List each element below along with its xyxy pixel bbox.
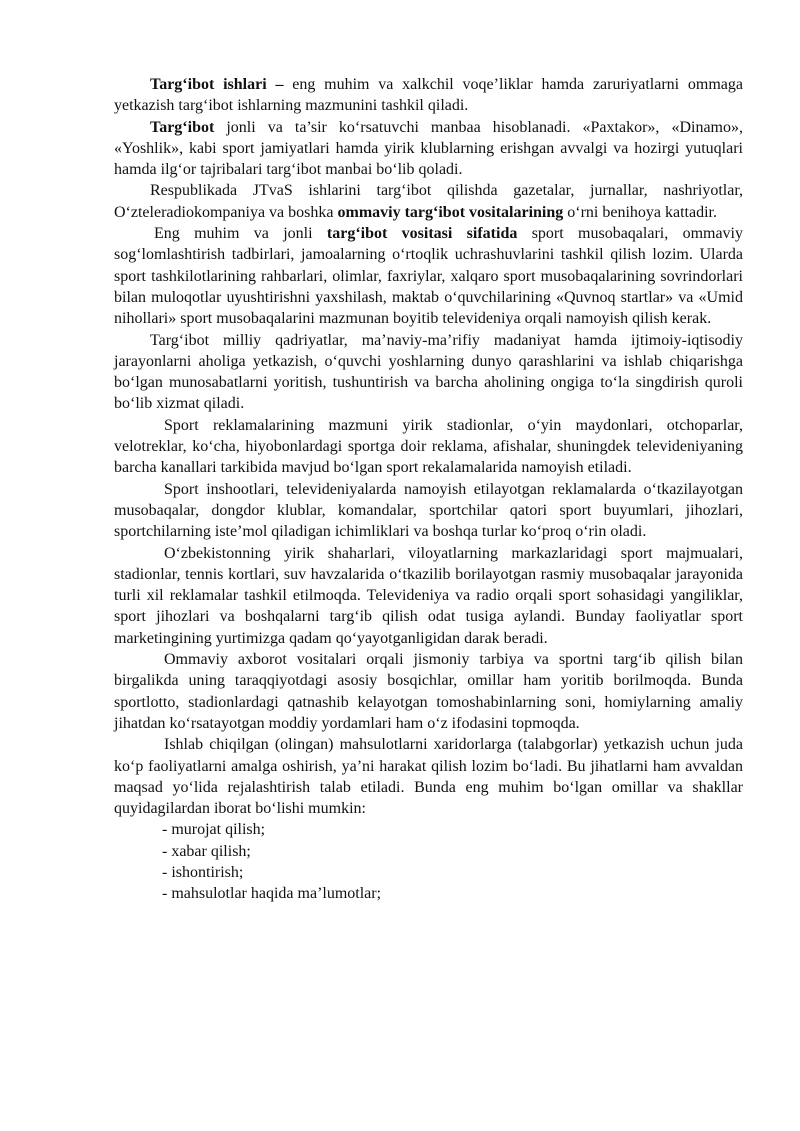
- list-item: - ishontirish;: [162, 863, 244, 881]
- paragraph-text: Sport reklamalarining mazmuni yirik stadionlar, o‘yin maydonlari, otchoparlar, velotreklar, ko‘cha, hiyobonlardagi sportga doir reklama, afishalar, shuningdek televideniyaning barcha kanallari tarkibida mavjud bo‘lgan sport rekalamalarida namoyish etiladi.: [114, 416, 743, 477]
- paragraph-6: [114, 415, 743, 479]
- paragraph-text: Respublikada JTvaS ishlarini targ‘ibot qilishda gazetalar, jurnallar, nashriyotlar, O‘zteleradiokompaniya va boshka: [114, 182, 743, 221]
- list-item: - mahsulotlar haqida ma’lumotlar;: [162, 885, 382, 903]
- bullet-list: [114, 819, 743, 904]
- paragraph-10: [114, 734, 743, 819]
- paragraph-1: [114, 74, 743, 117]
- paragraph-text: Targ‘ibot milliy qadriyatlar, ma’naviy-ma’rifiy madaniyat hamda ijtimoiy-iqtisodiy jarayonlarni aholiga yetkazish, o‘quvchi yoshlarning dunyo qarashlarini va ishlab chiqarishga bo‘lgan munosabatlarni yoritish, tushuntirish va barcha aholining ongiga to‘la singdirish quroli bo‘lib xizmat qiladi.: [114, 331, 743, 413]
- paragraph-text: O‘zbekistonning yirik shaharlari, viloyatlarning markazlaridagi sport majmualari, stadionlar, tennis kortlari, suv havzalarida o‘tkazilib borilayotgan rasmiy musobaqalar jarayonida turli xil reklamalar tashkil etilmoqda. Televideniya va radio orqali sport sohasidagi yangiliklar, sport jihozlari va boshqalarni targ‘ib qilish odat tusiga aylandi. Bunday faoliyatlar sport marketingining yurtimizga qadam qo‘yayotganligidan darak beradi.: [114, 544, 743, 647]
- bold-term: Targ‘ibot ishlari –: [150, 76, 284, 93]
- bold-term: Targ‘ibot: [150, 118, 215, 136]
- paragraph-8: [114, 543, 743, 649]
- list-item: - murojat qilish;: [162, 821, 266, 839]
- paragraph-4: [114, 223, 743, 329]
- bold-term: ommaviy targ‘ibot vositalarining: [337, 203, 564, 221]
- paragraph-7: [114, 479, 743, 543]
- paragraph-2: [114, 117, 743, 181]
- paragraph-text: Eng muhim va jonli: [154, 225, 327, 243]
- paragraph-text: Ishlab chiqilgan (olingan) mahsulotlarni xaridorlarga (talabgorlar) yetkazish uchun juda ko‘p faoliyatlarni amalga oshirish, ya’ni harakat qilish lozim bo‘ladi. Bu jihatlarni ham avvaldan maqsad yo‘lida rejalashtirish talab etiladi. Bunda eng muhim bo‘lgan omillar va shakllar quyidagilardan iborat bo‘lishi mumkin:: [114, 736, 743, 818]
- paragraph-5: [114, 330, 743, 415]
- paragraph-9: [114, 649, 743, 734]
- paragraph-3: [114, 180, 743, 223]
- paragraph-text: sport musobaqalari, ommaviy sog‘lomlashtirish tadbirlari, jamoalarning o‘rtoqlik uchrashuvlarini tashkil qilish lozim. Ularda sport tashkilotlarining rahbarlari, olimlar, faxriylar, xalqaro sport musobaqalarining sovrindorlari bilan muloqotlar uyushtirishni yaxshilash, maktab o‘quvchilarining «Quvnoq startlar» va «Umid nihollari» sport musobaqalarini mazmunan boyitib televideniya orqali namoyish qilish kerak.: [114, 225, 744, 328]
- bold-term: targ‘ibot vositasi sifatida: [326, 225, 518, 243]
- paragraph-text: eng muhim va xalkchil voqe’liklar hamda zaruriyatlarni ommaga yetkazish targ‘ibot ishlarning mazmunini tashkil qiladi.: [114, 76, 744, 115]
- paragraph-text: jonli va ta’sir ko‘rsatuvchi manbaa hisoblanadi. «Paxtakor», «Dinamo», «Yoshlik», kabi sport jamiyatlari hamda yirik klublarning erishgan avvalgi va hozirgi yutuqlari hamda ilg‘or tajribalari targ‘ibot manbai bo‘lib qoladi.: [114, 118, 743, 179]
- paragraph-text: Sport inshootlari, televideniyalarda namoyish etilayotgan reklamalarda o‘tkazilayotgan musobaqalar, dongdor klublar, komandalar, sportchilar qatori sport buyumlari, jihozlari, sportchilarning iste’mol qiladigan ichimliklari va boshqa turlar ko‘proq o‘rin oladi.: [114, 480, 743, 541]
- paragraph-text: o‘rni benihoya kattadir.: [563, 203, 717, 221]
- list-item: - xabar qilish;: [162, 842, 251, 860]
- paragraph-text: Ommaviy axborot vositalari orqali jismoniy tarbiya va sportni targ‘ib qilish bilan birgalikda uning taraqqiyotdagi asosiy bosqichlar, omillar ham yoritib borilmoqda. Bunda sportlotto, stadionlardagi qatnashib kelayotgan tomoshabinlarning soni, homiylarning amaliy jihatdan ko‘rsatayotgan moddiy yordamlari ham o‘z ifodasini topmoqda.: [114, 651, 743, 732]
